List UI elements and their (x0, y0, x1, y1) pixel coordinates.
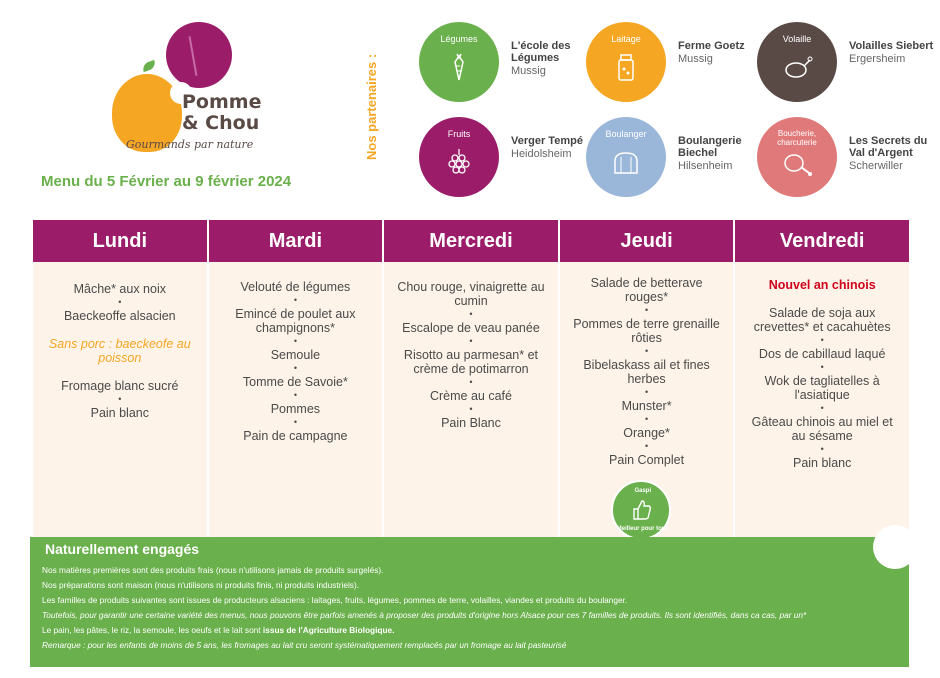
menu-date-title: Menu du 5 Février au 9 février 2024 (41, 173, 292, 190)
footer-line: Remarque : pour les enfants de moins de 5 ans, les fromages au lait cru seront systématiquement remplacés par un fromage au lait pasteurisé (42, 640, 567, 650)
partner-name: Boulangerie Biechel Hilsenheim (678, 135, 773, 172)
menu-columns (33, 262, 909, 537)
menu-dish: Pommes (270, 402, 321, 416)
brand-tagline: Gourmands par nature (126, 138, 254, 151)
menu-dish: Wok de tagliatelles à l'asiatique (764, 374, 880, 402)
bread-icon (609, 145, 643, 179)
menu-dish: Munster* (621, 399, 672, 413)
dish-separator: • (820, 335, 824, 345)
decorative-notch (873, 525, 917, 569)
partner-badge (757, 117, 837, 197)
partner-badge (586, 117, 666, 197)
eco-badge-bottom-text: Meilleur pour tous (616, 526, 669, 532)
partner-category: Légumes (440, 34, 478, 44)
brand-logo (108, 22, 278, 157)
footer-line: Nos matières premières sont des produits frais (nous n'utilisons jamais de produits surgelés). (42, 565, 384, 575)
dish-separator: • (645, 305, 649, 315)
partner-laitage (586, 22, 786, 102)
brand-name (182, 92, 261, 134)
partner-category: Laitage (611, 34, 641, 44)
menu-theme-label: Nouvel an chinois (768, 278, 876, 292)
day-header-mercredi: Mercredi (384, 220, 560, 262)
dish-separator: • (293, 363, 297, 373)
menu-dish: Pain Complet (609, 453, 685, 467)
dish-separator (745, 292, 899, 306)
dish-separator: • (645, 441, 649, 451)
menu-column-mercredi (384, 262, 560, 537)
menu-dish: Orange* (623, 426, 670, 440)
anti-waste-badge (611, 480, 671, 540)
menu-dish: Crème au café (429, 389, 512, 403)
menu-dish: Salade de soja aux crevettes* et cacahuètes (753, 306, 891, 334)
dish-separator: • (820, 362, 824, 372)
footer-line: Nos préparations sont maison (nous n'utilisons ni produits finis, ni produits industriels). (42, 580, 360, 590)
day-header-lundi: Lundi (33, 220, 209, 262)
partner-badge (419, 117, 499, 197)
dish-separator: • (645, 387, 649, 397)
menu-dish: Velouté de légumes (240, 280, 351, 294)
dish-separator: • (293, 295, 297, 305)
carrot-icon (442, 50, 476, 84)
commitments-footer (30, 537, 909, 667)
menu-dish: Tomme de Savoie* (242, 375, 348, 389)
dish-separator (43, 323, 197, 337)
partner-badge (586, 22, 666, 102)
day-header-mardi: Mardi (209, 220, 385, 262)
dish-separator: • (469, 336, 473, 346)
footer-line: Toutefois, pour garantir une certaine variété des menus, nous pouvons être parfois amenés à proposer des produits d'origine hors Alsace pour ces 7 familles de produits. Ils sont identifiés, dans ca cas, par un* (42, 610, 807, 620)
weekday-header-bar (33, 220, 909, 262)
thumbs-up-icon (628, 497, 654, 523)
partner-name: Verger Tempé Heidolsheim (511, 135, 606, 160)
menu-dish: Salade de betterave rouges* (590, 276, 703, 304)
dish-separator: • (469, 377, 473, 387)
menu-dish: Emincé de poulet aux champignons* (235, 307, 356, 335)
menu-dish: Pain de campagne (243, 429, 348, 443)
chicken-icon (780, 50, 814, 84)
menu-dish: Pommes de terre grenaille rôties (573, 317, 720, 345)
dish-separator: • (293, 336, 297, 346)
dish-separator: • (469, 309, 473, 319)
menu-column-jeudi (560, 262, 736, 537)
footer-title: Naturellement engagés (45, 541, 200, 557)
dish-separator: • (118, 394, 122, 404)
partner-place: Heidolsheim (511, 148, 572, 160)
partner-badge (419, 22, 499, 102)
grapes-icon (442, 145, 476, 179)
menu-dish: Risotto au parmesan* et crème de potimarron (403, 348, 539, 376)
partner-category: Fruits (447, 129, 471, 139)
partner-badge (757, 22, 837, 102)
footer-line-bold: issus de l'Agriculture Biologique. (262, 625, 395, 635)
menu-dish: Bibelaskass ail et fines herbes (583, 358, 710, 386)
partner-category: Boulanger (605, 129, 647, 139)
brand-line-2: & Chou (182, 112, 260, 134)
menu-alternative-dish: Sans porc : baeckeofe au poisson (48, 337, 191, 365)
footer-line-text: Le pain, les pâtes, le riz, la semoule, les oeufs et le lait sont (42, 625, 263, 635)
dish-separator: • (118, 297, 122, 307)
menu-dish: Dos de cabillaud laqué (758, 347, 886, 361)
menu-dish: Semoule (270, 348, 321, 362)
menu-dish: Fromage blanc sucré (61, 379, 179, 393)
menu-dish: Mâche* aux noix (73, 282, 166, 296)
partner-place: Hilsenheim (678, 160, 733, 172)
ham-icon (780, 145, 814, 179)
dish-separator: • (293, 390, 297, 400)
dish-separator: • (820, 403, 824, 413)
dish-separator: • (469, 404, 473, 414)
menu-dish: Pain Blanc (441, 416, 501, 430)
dish-separator (43, 365, 197, 379)
partner-place: Mussig (511, 65, 546, 77)
milk-icon (609, 50, 643, 84)
dish-separator: • (820, 444, 824, 454)
partner-name: Les Secrets du Val d'Argent Scherwiller (849, 135, 940, 172)
dish-separator: • (293, 417, 297, 427)
menu-dish: Baeckeoffe alsacien (63, 309, 176, 323)
menu-column-lundi (33, 262, 209, 537)
partner-place: Mussig (678, 53, 713, 65)
day-header-jeudi: Jeudi (560, 220, 736, 262)
partner-volaille (757, 22, 940, 102)
menu-dish: Gâteau chinois au miel et au sésame (751, 415, 893, 443)
footer-line-organic (42, 623, 897, 638)
day-header-vendredi: Vendredi (779, 229, 865, 252)
brand-line-1: Pomme (182, 91, 262, 113)
eco-badge-top-text: Gaspi (634, 488, 652, 494)
menu-column-vendredi (735, 262, 909, 537)
partner-boulanger (586, 117, 786, 197)
partner-place: Ergersheim (849, 53, 906, 65)
partner-name: Ferme Goetz Mussig (678, 40, 773, 65)
partner-name: L'école des Légumes Mussig (511, 40, 606, 77)
menu-dish: Pain blanc (792, 456, 852, 470)
partner-category: Boucherie, charcuterie (777, 129, 817, 147)
menu-dish: Pain blanc (90, 406, 149, 420)
menu-dish: Escalope de veau panée (402, 321, 540, 335)
menu-column-mardi (209, 262, 385, 537)
menu-dish: Chou rouge, vinaigrette au cumin (397, 280, 545, 308)
dish-separator: • (645, 414, 649, 424)
partner-category: Volaille (782, 34, 812, 44)
cabbage-icon (166, 22, 232, 88)
partner-boucherie (757, 117, 940, 197)
dish-separator: • (645, 346, 649, 356)
partners-label: Nos partenaires : (364, 53, 379, 160)
partner-place: Scherwiller (849, 160, 903, 172)
partner-name: Volailles Siebert Ergersheim (849, 40, 940, 65)
footer-line: Les familles de produits suivantes sont issues de producteurs alsaciens : laitages, fruits, légumes, pommes de terre, volailles, viandes et produits du boulanger. (42, 595, 628, 605)
